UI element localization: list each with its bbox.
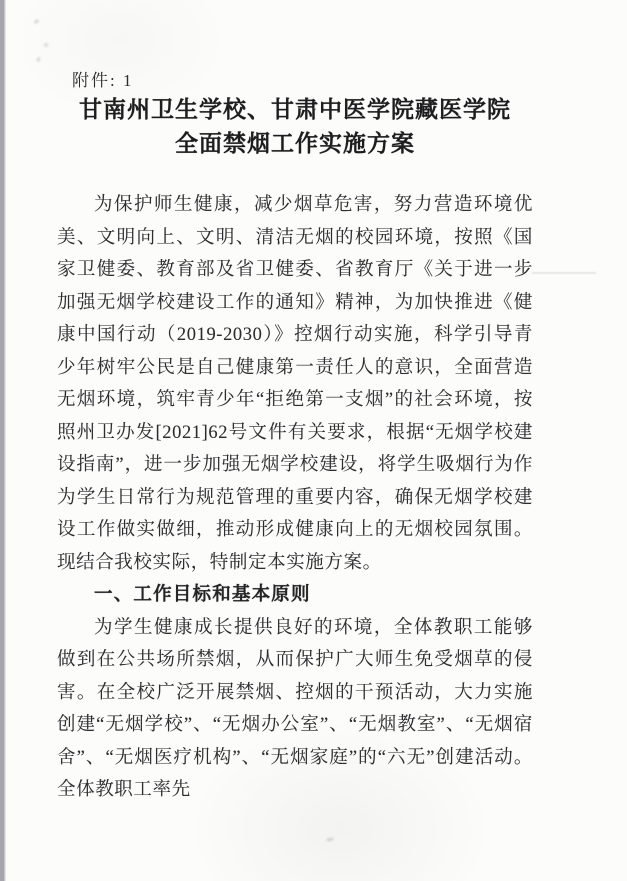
scan-streak [532, 272, 596, 274]
document-title [57, 93, 533, 161]
attachment-label: 附件: 1 [72, 71, 134, 90]
title-line-1: 甘南州卫生学校、甘肃中医学院藏医学院 [79, 97, 511, 122]
title-line-2: 全面禁烟工作实施方案 [175, 131, 415, 156]
section-heading-1: 一、工作目标和基本原则 [94, 585, 311, 605]
body-paragraph-2: 为学生健康成长提供良好的环境，全体教职工能够做到在公共场所禁烟，从而保护广大师生免受烟草的侵害。在全校广泛开展禁烟、控烟的干预活动，大力实施创建“无烟学校”、“无烟办公室”、“无烟教室”、“无烟宿舍”、“无烟医疗机构”、“无烟家庭”的“六无”创建活动。全体教职工率先 [57, 617, 533, 800]
scan-smudge [326, 837, 334, 842]
scanner-edge-shadow [0, 0, 6, 881]
document-body [57, 189, 533, 807]
body-paragraph-1: 为保护师生健康，减少烟草危害，努力营造环境优美、文明向上、文明、清洁无烟的校园环境，按照《国家卫健委、教育部及省卫健委、省教育厅《关于进一步加强无烟学校建设工作的通知》精神，为加快推进《健康中国行动（2019-2030）》控烟行动实施，科学引导青少年树牢公民是自己健康第一责任人的意识，全面营造无烟环境，筑牢青少年“拒绝第一支烟”的社会环境，按照州卫办发[2021]62号文件有关要求，根据“无烟学校建设指南”，进一步加强无烟学校建设，将学生吸烟行为作为学生日常行为规范管理的重要内容，确保无烟学校建设工作做实做细，推动形成健康向上的无烟校园氛围。现结合我校实际，特制定本实施方案。 [57, 195, 533, 573]
scan-smudge [44, 43, 48, 47]
scan-smudge [36, 57, 41, 63]
scan-smudge [34, 19, 40, 24]
